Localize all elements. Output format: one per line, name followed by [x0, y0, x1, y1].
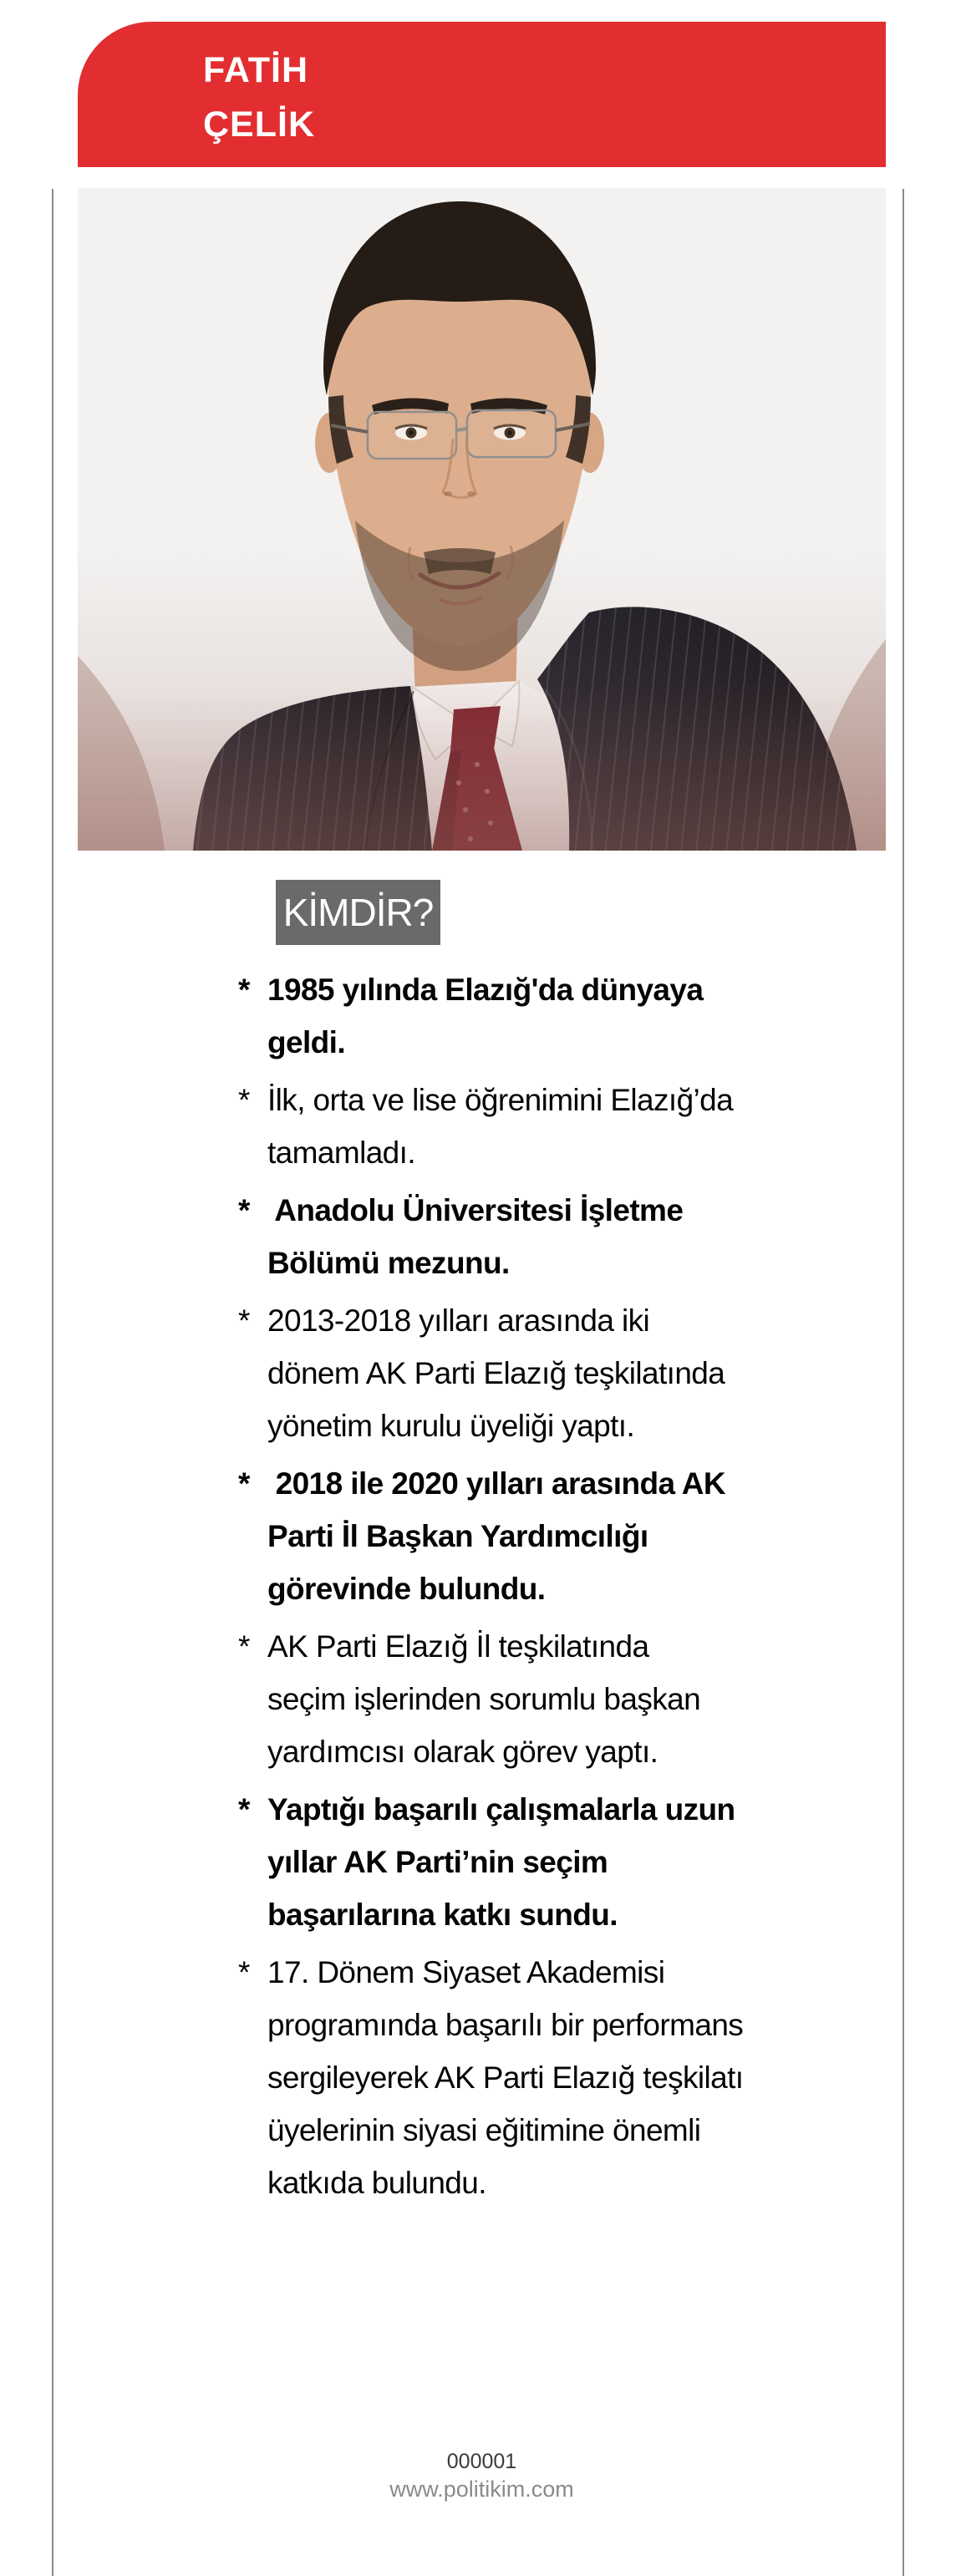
bullet-marker: * — [238, 1629, 250, 1664]
bio-line: yardımcısı olarak görev yaptı. — [267, 1735, 658, 1769]
bio-line: üyelerinin siyasi eğitimine önemli — [267, 2113, 701, 2147]
bio-item — [238, 1074, 886, 1179]
bullet-marker: * — [238, 1955, 250, 1989]
bio-line: geldi. — [267, 1025, 346, 1059]
bio-list — [238, 963, 886, 2214]
bullet-marker: * — [238, 1303, 250, 1338]
serial-number: 000001 — [446, 2450, 517, 2473]
bio-line: başarılarına katkı sundu. — [267, 1898, 618, 1932]
bio-line: yönetim kurulu üyeliği yaptı. — [267, 1409, 635, 1443]
bio-line: AK Parti Elazığ İl teşkilatında — [267, 1629, 649, 1664]
left-frame-line — [52, 189, 53, 2576]
bullet-marker: * — [238, 1466, 250, 1501]
bio-text — [267, 1074, 733, 1179]
bio-line: Bölümü mezunu. — [267, 1246, 510, 1280]
bio-line: İlk, orta ve lise öğrenimini Elazığ’da — [267, 1083, 734, 1117]
bio-item — [238, 1457, 886, 1615]
bio-item — [238, 1946, 886, 2209]
bio-line: tamamladı. — [267, 1136, 416, 1170]
name-banner — [78, 22, 886, 167]
bio-line: 2013-2018 yılları arasında iki — [267, 1303, 650, 1338]
bio-line: dönem AK Parti Elazığ teşkilatında — [267, 1356, 725, 1390]
bio-text — [267, 1457, 725, 1615]
section-label-text: KİMDİR? — [282, 891, 434, 934]
bio-item — [238, 1783, 886, 1941]
bio-item — [238, 963, 886, 1069]
bio-text — [267, 1184, 683, 1289]
section-label — [276, 880, 440, 945]
bio-line: sergileyerek AK Parti Elazığ teşkilatı — [267, 2060, 744, 2095]
bio-line: 17. Dönem Siyaset Akademisi — [267, 1955, 665, 1989]
bio-line: yıllar AK Parti’nin seçim — [267, 1845, 608, 1879]
bullet-marker: * — [238, 973, 250, 1007]
bio-line: 1985 yılında Elazığ'da dünyaya — [267, 973, 704, 1007]
right-frame-line — [903, 189, 904, 2576]
bio-text — [267, 1946, 743, 2209]
bio-text — [267, 1294, 725, 1452]
portrait-photo — [78, 188, 886, 851]
bio-text — [267, 963, 703, 1069]
bio-text — [267, 1783, 735, 1941]
bio-line: Parti İl Başkan Yardımcılığı — [267, 1519, 648, 1553]
website-url: www.politikim.com — [389, 2477, 574, 2502]
bio-line: 2018 ile 2020 yılları arasında AK — [267, 1466, 725, 1501]
bio-line: Anadolu Üniversitesi İşletme — [267, 1193, 684, 1227]
bio-text — [267, 1620, 700, 1778]
bio-line: katkıda bulundu. — [267, 2166, 486, 2200]
bio-line: Yaptığı başarılı çalışmalarla uzun — [267, 1792, 735, 1827]
bio-line: programında başarılı bir performans — [267, 2008, 744, 2042]
bullet-marker: * — [238, 1193, 250, 1227]
bio-line: görevinde bulundu. — [267, 1572, 546, 1606]
bio-item — [238, 1294, 886, 1452]
person-name — [203, 43, 315, 152]
bio-line: seçim işlerinden sorumlu başkan — [267, 1682, 701, 1716]
person-last-name: ÇELİK — [203, 104, 315, 145]
bio-item — [238, 1620, 886, 1778]
bullet-marker: * — [238, 1792, 250, 1827]
bullet-marker: * — [238, 1083, 250, 1117]
bio-item — [238, 1184, 886, 1289]
person-first-name: FATİH — [203, 50, 309, 90]
footer — [78, 2448, 886, 2503]
